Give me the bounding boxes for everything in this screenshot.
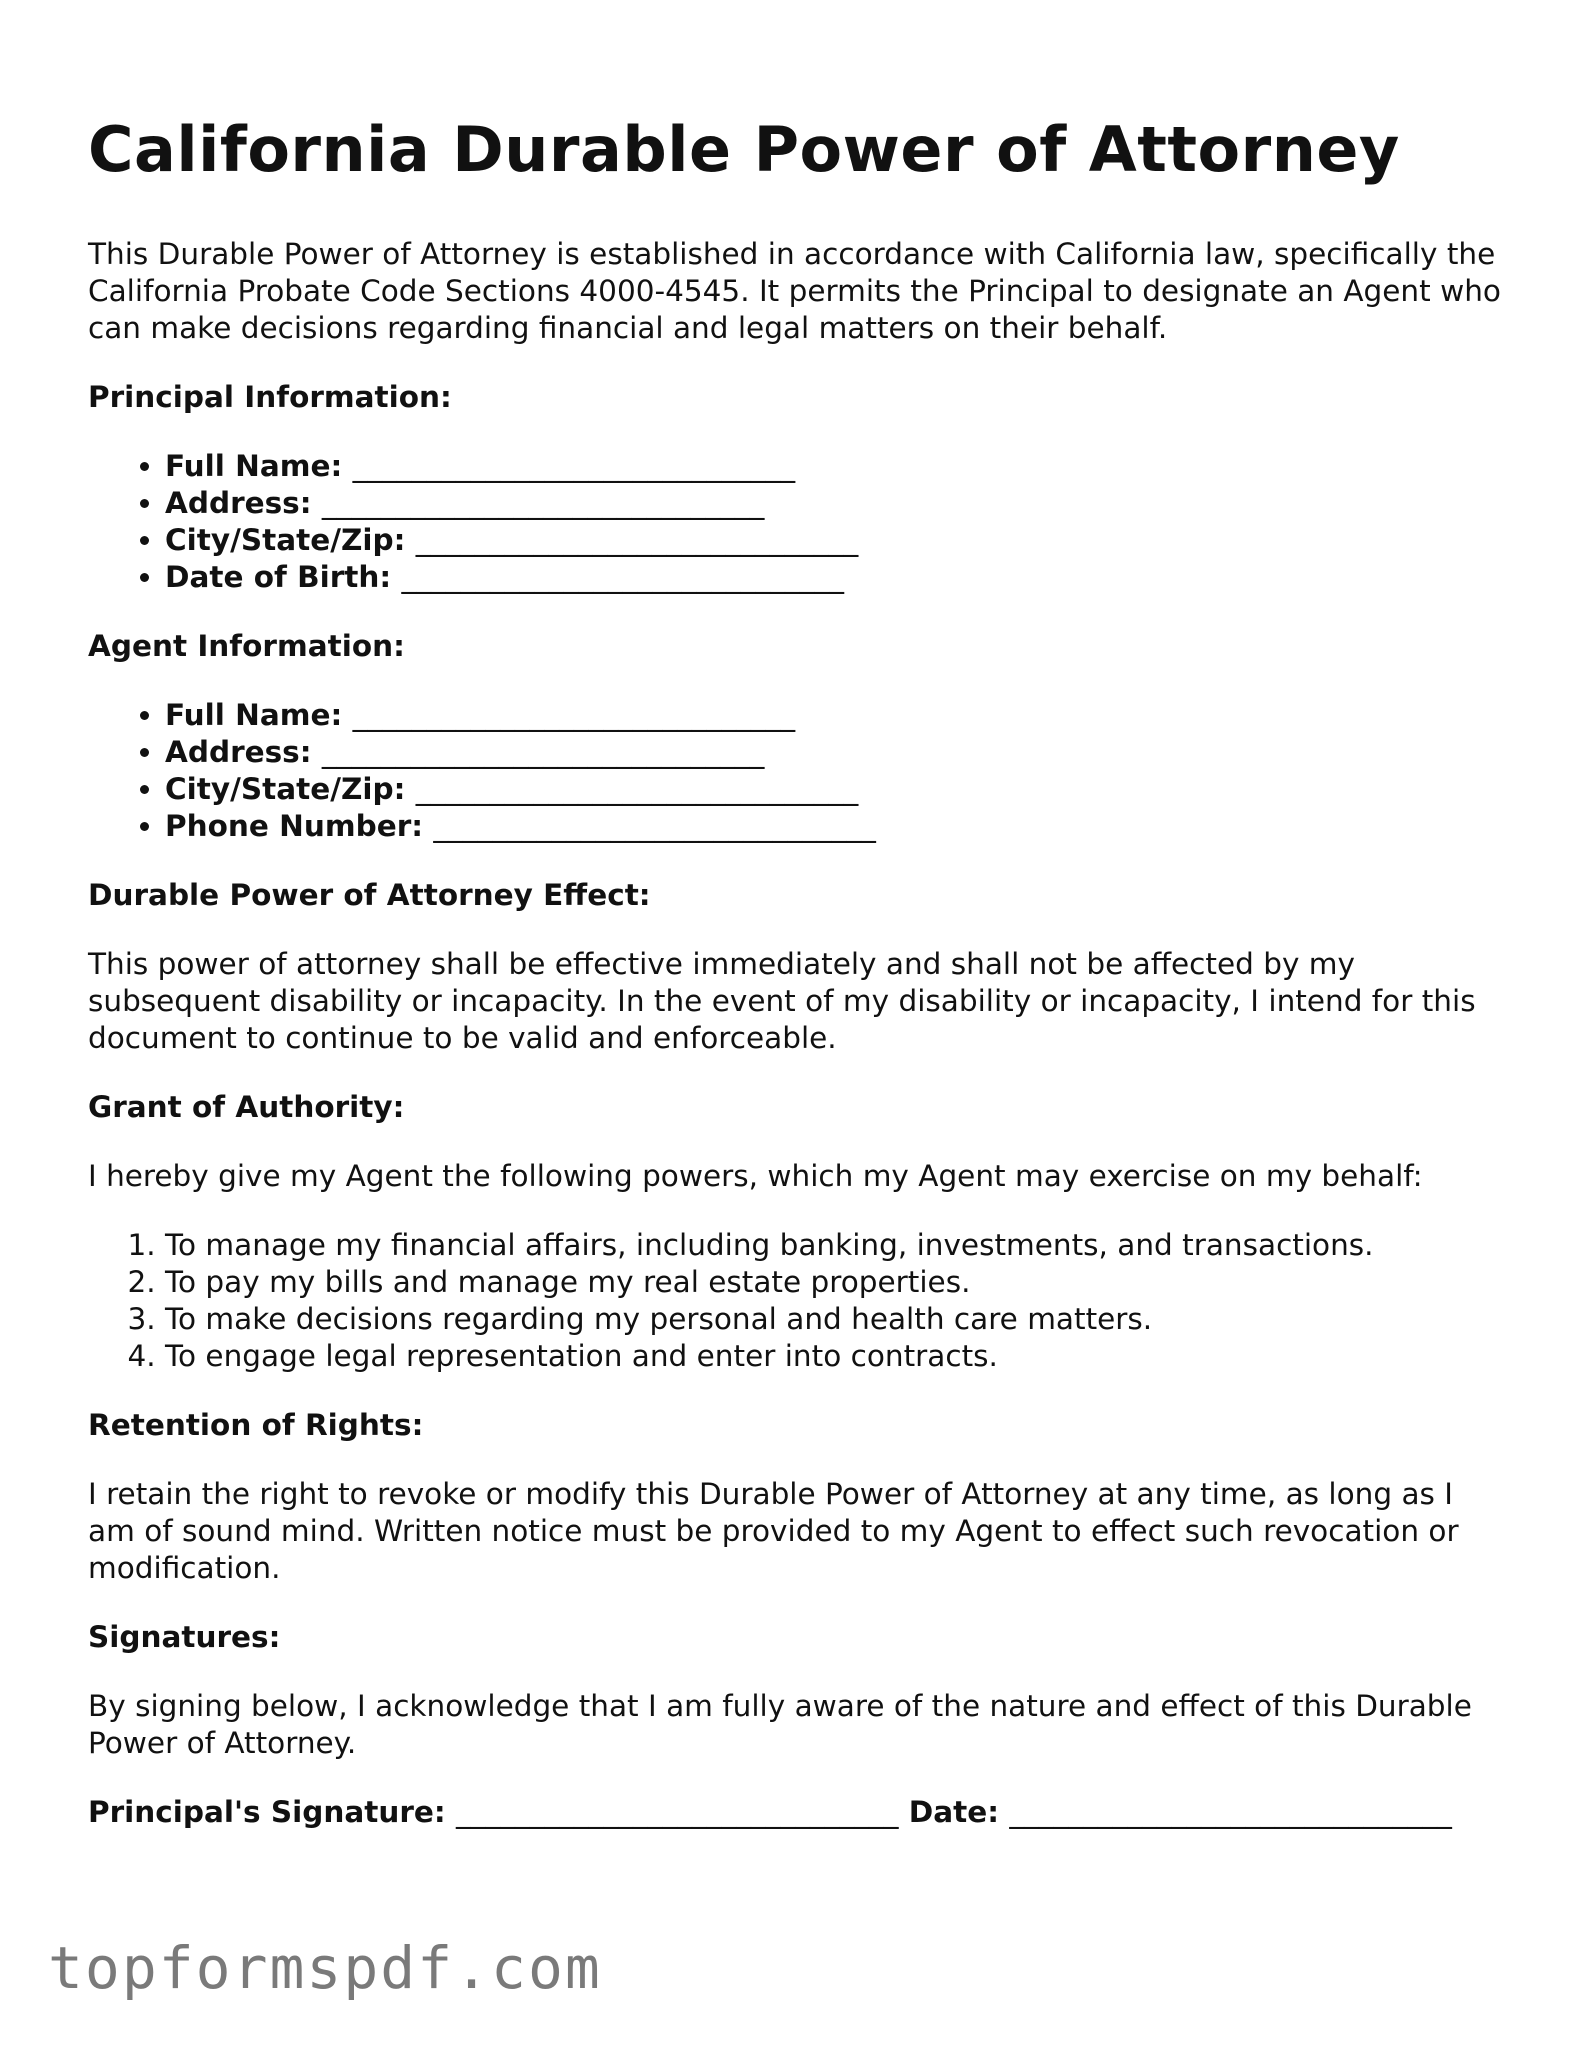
blank-line: ______________________________ xyxy=(352,449,796,483)
signatures-paragraph: By signing below, I acknowledge that I am fully aware of the nature and effect of this Durable Power of Attorney. xyxy=(88,1689,1472,1760)
principal-signature-label: Principal's Signature: xyxy=(88,1795,446,1829)
power-item: 1. To manage my financial affairs, including banking, investments, and transactions. xyxy=(165,1227,1508,1264)
authority-paragraph: I hereby give my Agent the following powers, which my Agent may exercise on my behalf: xyxy=(88,1159,1423,1193)
retention-heading: Retention of Rights: xyxy=(88,1408,424,1442)
principal-fields-list xyxy=(88,448,1508,596)
blank-line: ______________________________ xyxy=(321,735,765,769)
document-page xyxy=(88,108,1508,1831)
effect-paragraph: This power of attorney shall be effective immediately and shall not be affected by my subsequent disability or incapacity. In the event of my disability or incapacity, I intend for this document to continue to be valid and enforceable. xyxy=(88,947,1476,1055)
field-label: City/State/Zip: xyxy=(165,523,406,557)
signatures-heading: Signatures: xyxy=(88,1620,281,1654)
document-title: California Durable Power of Attorney xyxy=(88,113,1400,186)
agent-phone-number-field[interactable] xyxy=(165,808,1508,845)
field-label: Address: xyxy=(165,486,312,520)
blank-line: ______________________________ xyxy=(321,486,765,520)
principal-signature-line[interactable] xyxy=(88,1794,1508,1831)
field-label: City/State/Zip: xyxy=(165,772,406,806)
date-label: Date: xyxy=(908,1795,1000,1829)
signature-blank-line: ______________________________ xyxy=(456,1795,899,1829)
date-blank-line: ______________________________ xyxy=(1009,1795,1452,1829)
field-label: Full Name: xyxy=(165,449,343,483)
blank-line: ______________________________ xyxy=(352,698,796,732)
field-label: Date of Birth: xyxy=(165,560,392,594)
principal-address-field[interactable] xyxy=(165,485,1508,522)
field-label: Address: xyxy=(165,735,312,769)
field-label: Full Name: xyxy=(165,698,343,732)
authority-heading: Grant of Authority: xyxy=(88,1090,405,1124)
field-label: Phone Number: xyxy=(165,809,424,843)
principal-heading: Principal Information: xyxy=(88,380,452,414)
blank-line: ______________________________ xyxy=(415,772,859,806)
agent-heading: Agent Information: xyxy=(88,629,405,663)
principal-full-name-field[interactable] xyxy=(165,448,1508,485)
agent-fields-list xyxy=(88,697,1508,845)
retention-paragraph: I retain the right to revoke or modify this Durable Power of Attorney at any time, as long as I am of sound mind. Written notice must be provided to my Agent to effect such revocation or modification. xyxy=(88,1477,1459,1585)
watermark-text: topformspdf.com xyxy=(48,1934,602,2002)
agent-city-state-zip-field[interactable] xyxy=(165,771,1508,808)
power-item: 4. To engage legal representation and enter into contracts. xyxy=(165,1338,1508,1375)
intro-paragraph: This Durable Power of Attorney is established in accordance with California law, specifically the California Probate Code Sections 4000-4545. It permits the Principal to designate an Agent who can make decisions regarding financial and legal matters on their behalf. xyxy=(88,237,1501,345)
powers-list xyxy=(88,1227,1508,1375)
agent-address-field[interactable] xyxy=(165,734,1508,771)
power-item: 3. To make decisions regarding my personal and health care matters. xyxy=(165,1301,1508,1338)
principal-city-state-zip-field[interactable] xyxy=(165,522,1508,559)
agent-full-name-field[interactable] xyxy=(165,697,1508,734)
blank-line: ______________________________ xyxy=(401,560,844,594)
effect-heading: Durable Power of Attorney Effect: xyxy=(88,878,651,912)
blank-line: ______________________________ xyxy=(433,809,876,843)
blank-line: ______________________________ xyxy=(415,523,859,557)
principal-date-of-birth-field[interactable] xyxy=(165,559,1508,596)
power-item: 2. To pay my bills and manage my real estate properties. xyxy=(165,1264,1508,1301)
